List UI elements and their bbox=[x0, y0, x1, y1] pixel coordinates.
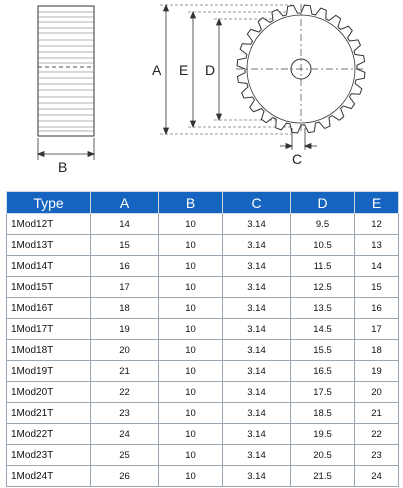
table-cell: 1Mod21T bbox=[7, 403, 91, 424]
table-cell: 10 bbox=[159, 214, 223, 235]
table-row bbox=[7, 256, 399, 277]
table-cell: 13.5 bbox=[291, 298, 355, 319]
table-cell: 19 bbox=[91, 319, 159, 340]
table-cell: 10 bbox=[159, 445, 223, 466]
column-header-3: C bbox=[223, 192, 291, 214]
table-cell: 21 bbox=[355, 403, 399, 424]
table-cell: 24 bbox=[355, 466, 399, 487]
table-cell: 10 bbox=[159, 403, 223, 424]
table-cell: 3.14 bbox=[223, 277, 291, 298]
table-cell: 15 bbox=[91, 235, 159, 256]
dimension-label-c: C bbox=[292, 151, 303, 167]
table-cell: 3.14 bbox=[223, 382, 291, 403]
table-cell: 1Mod17T bbox=[7, 319, 91, 340]
table-cell: 23 bbox=[91, 403, 159, 424]
table-cell: 9.5 bbox=[291, 214, 355, 235]
table-cell: 22 bbox=[91, 382, 159, 403]
table-cell: 14.5 bbox=[291, 319, 355, 340]
table-cell: 3.14 bbox=[223, 466, 291, 487]
table-cell: 1Mod13T bbox=[7, 235, 91, 256]
table-cell: 12.5 bbox=[291, 277, 355, 298]
table-cell: 11.5 bbox=[291, 256, 355, 277]
table-cell: 10 bbox=[159, 298, 223, 319]
table-row bbox=[7, 382, 399, 403]
dimension-b bbox=[38, 138, 94, 160]
table-cell: 15 bbox=[355, 277, 399, 298]
column-header-0: Type bbox=[7, 192, 91, 214]
table-cell: 18 bbox=[355, 340, 399, 361]
table-cell: 3.14 bbox=[223, 256, 291, 277]
table-cell: 1Mod16T bbox=[7, 298, 91, 319]
table-cell: 14 bbox=[91, 214, 159, 235]
table-cell: 24 bbox=[91, 424, 159, 445]
table-cell: 20.5 bbox=[291, 445, 355, 466]
dimension-label-b: B bbox=[58, 159, 68, 175]
table-cell: 10 bbox=[159, 382, 223, 403]
table-cell: 3.14 bbox=[223, 235, 291, 256]
gear-spec-table bbox=[6, 191, 399, 487]
table-cell: 21.5 bbox=[291, 466, 355, 487]
table-cell: 1Mod12T bbox=[7, 214, 91, 235]
gear-front-view bbox=[236, 4, 366, 134]
table-row bbox=[7, 466, 399, 487]
table-cell: 1Mod23T bbox=[7, 445, 91, 466]
table-row bbox=[7, 361, 399, 382]
table-cell: 1Mod20T bbox=[7, 382, 91, 403]
table-cell: 20 bbox=[355, 382, 399, 403]
table-cell: 3.14 bbox=[223, 298, 291, 319]
table-cell: 10 bbox=[159, 256, 223, 277]
table-cell: 26 bbox=[91, 466, 159, 487]
table-cell: 18 bbox=[91, 298, 159, 319]
table-cell: 21 bbox=[91, 361, 159, 382]
table-cell: 19.5 bbox=[291, 424, 355, 445]
table-row bbox=[7, 214, 399, 235]
table-cell: 10 bbox=[159, 277, 223, 298]
table-cell: 10 bbox=[159, 319, 223, 340]
table-cell: 3.14 bbox=[223, 424, 291, 445]
table-cell: 1Mod19T bbox=[7, 361, 91, 382]
table-cell: 3.14 bbox=[223, 403, 291, 424]
table-cell: 10 bbox=[159, 340, 223, 361]
table-cell: 1Mod15T bbox=[7, 277, 91, 298]
table-cell: 1Mod14T bbox=[7, 256, 91, 277]
table-row bbox=[7, 319, 399, 340]
table-cell: 1Mod18T bbox=[7, 340, 91, 361]
table-cell: 17.5 bbox=[291, 382, 355, 403]
table-cell: 10 bbox=[159, 235, 223, 256]
table-cell: 1Mod22T bbox=[7, 424, 91, 445]
table-row bbox=[7, 235, 399, 256]
table-cell: 3.14 bbox=[223, 340, 291, 361]
table-cell: 22 bbox=[355, 424, 399, 445]
column-header-2: B bbox=[159, 192, 223, 214]
table-header-row bbox=[7, 192, 399, 214]
table-cell: 10 bbox=[159, 424, 223, 445]
table-cell: 12 bbox=[355, 214, 399, 235]
table-cell: 25 bbox=[91, 445, 159, 466]
table-row bbox=[7, 403, 399, 424]
table-cell: 19 bbox=[355, 361, 399, 382]
table-cell: 1Mod24T bbox=[7, 466, 91, 487]
dimension-label-e: E bbox=[179, 62, 189, 78]
table-cell: 23 bbox=[355, 445, 399, 466]
column-header-5: E bbox=[355, 192, 399, 214]
table-row bbox=[7, 424, 399, 445]
dimension-label-a: A bbox=[152, 62, 162, 78]
table-cell: 16.5 bbox=[291, 361, 355, 382]
table-cell: 14 bbox=[355, 256, 399, 277]
gear-technical-drawing bbox=[0, 0, 403, 190]
table-cell: 10.5 bbox=[291, 235, 355, 256]
table-row bbox=[7, 277, 399, 298]
dimension-label-d: D bbox=[205, 62, 216, 78]
table-cell: 16 bbox=[91, 256, 159, 277]
table-cell: 10 bbox=[159, 466, 223, 487]
column-header-4: D bbox=[291, 192, 355, 214]
table-cell: 13 bbox=[355, 235, 399, 256]
table-cell: 3.14 bbox=[223, 361, 291, 382]
table-cell: 10 bbox=[159, 361, 223, 382]
table-cell: 3.14 bbox=[223, 319, 291, 340]
table-cell: 3.14 bbox=[223, 214, 291, 235]
table-cell: 20 bbox=[91, 340, 159, 361]
gear-side-view bbox=[38, 6, 94, 136]
table-row bbox=[7, 445, 399, 466]
column-header-1: A bbox=[91, 192, 159, 214]
table-cell: 17 bbox=[91, 277, 159, 298]
table-cell: 15.5 bbox=[291, 340, 355, 361]
table-cell: 18.5 bbox=[291, 403, 355, 424]
table-row bbox=[7, 340, 399, 361]
table-cell: 3.14 bbox=[223, 445, 291, 466]
table-row bbox=[7, 298, 399, 319]
table-cell: 16 bbox=[355, 298, 399, 319]
table-cell: 17 bbox=[355, 319, 399, 340]
